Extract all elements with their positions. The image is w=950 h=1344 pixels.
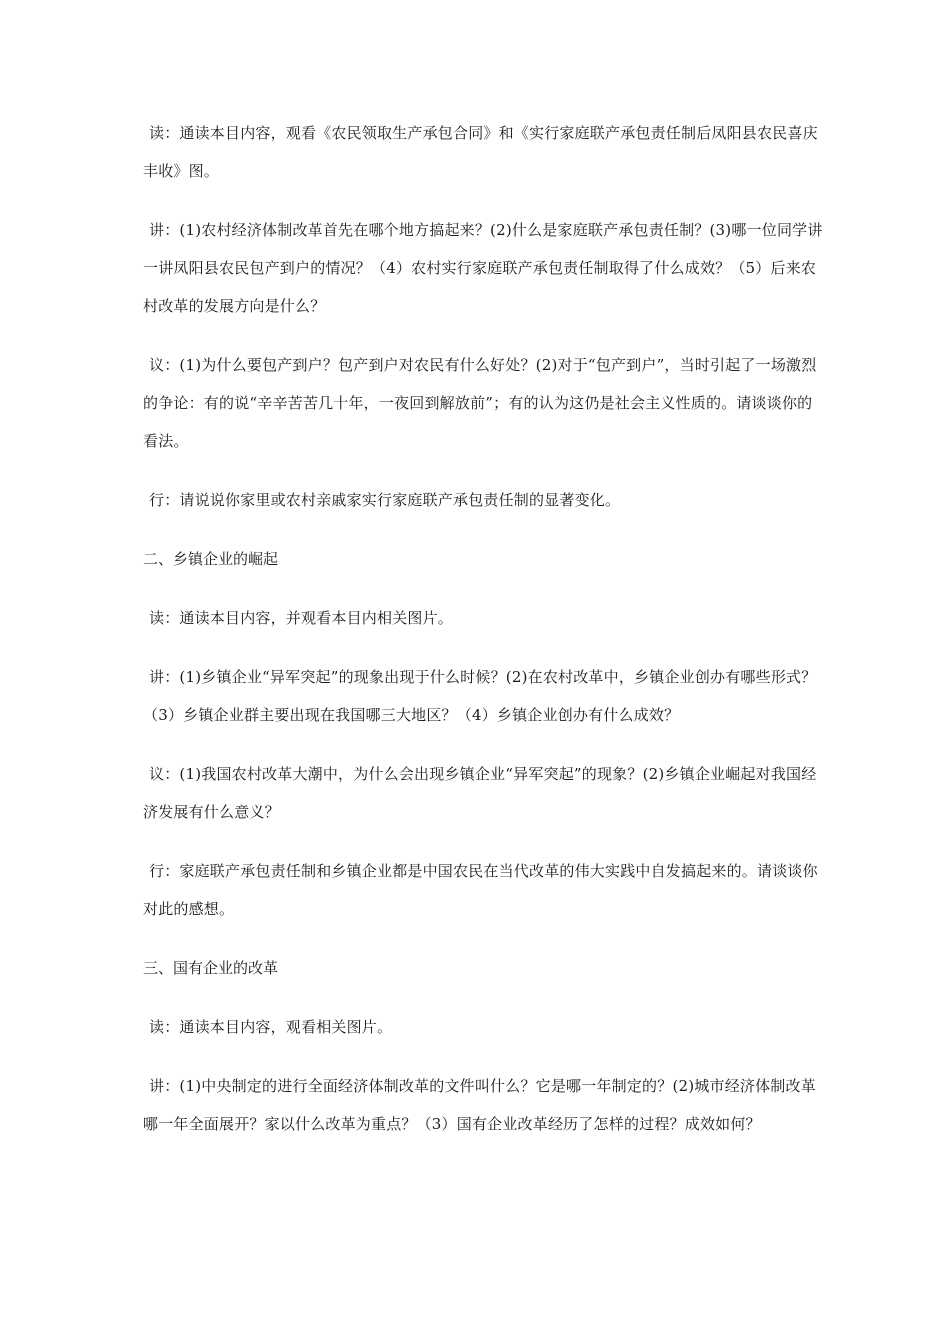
heading-text: 三、国有企业的改革 xyxy=(143,959,279,977)
paragraph-speak-2 xyxy=(143,658,823,734)
heading-text: 二、乡镇企业的崛起 xyxy=(143,550,279,568)
paragraph-text: 行：家庭联产承包责任制和乡镇企业都是中国农民在当代改革的伟大实践中自发搞起来的。请谈谈你对此的感想。 xyxy=(143,862,818,918)
paragraph-read-1 xyxy=(143,114,823,190)
paragraph-text: 读：通读本目内容，观看相关图片。 xyxy=(149,1018,393,1036)
paragraph-speak-3 xyxy=(143,1067,823,1143)
document-page xyxy=(143,114,823,1164)
paragraph-text: 议：(1)为什么要包产到户？包产到户对农民有什么好处？(2)对于“包产到户”，当时引起了一场激烈的争论：有的说“辛辛苦苦几十年，一夜回到解放前”；有的认为这仍是社会主义性质的。请谈谈你的看法。 xyxy=(143,356,817,450)
paragraph-read-3 xyxy=(143,1008,823,1046)
paragraph-text: 行：请说说你家里或农村亲戚家实行家庭联产承包责任制的显著变化。 xyxy=(149,491,621,509)
paragraph-text: 议：(1)我国农村改革大潮中，为什么会出现乡镇企业“异军突起”的现象？(2)乡镇企业崛起对我国经济发展有什么意义？ xyxy=(143,765,817,821)
paragraph-text: 读：通读本目内容，观看《农民领取生产承包合同》和《实行家庭联产承包责任制后凤阳县农民喜庆丰收》图。 xyxy=(143,124,818,180)
paragraph-text: 讲：(1)乡镇企业“异军突起”的现象出现于什么时候？(2)在农村改革中，乡镇企业创办有哪些形式？（3）乡镇企业群主要出现在我国哪三大地区？（4）乡镇企业创办有什么成效？ xyxy=(143,668,817,724)
paragraph-speak-1 xyxy=(143,211,823,325)
paragraph-act-2 xyxy=(143,852,823,928)
paragraph-read-2 xyxy=(143,599,823,637)
paragraph-discuss-2 xyxy=(143,755,823,831)
paragraph-discuss-1 xyxy=(143,346,823,460)
paragraph-act-1 xyxy=(143,481,823,519)
paragraph-text: 讲：(1)农村经济体制改革首先在哪个地方搞起来？(2)什么是家庭联产承包责任制？(3)哪一位同学讲一讲凤阳县农民包产到户的情况？（4）农村实行家庭联产承包责任制取得了什么成效？（5）后来农村改革的发展方向是什么？ xyxy=(143,221,823,315)
section-heading-2 xyxy=(143,540,823,578)
paragraph-text: 讲：(1)中央制定的进行全面经济体制改革的文件叫什么？它是哪一年制定的？(2)城市经济体制改革哪一年全面展开？家以什么改革为重点？（3）国有企业改革经历了怎样的过程？成效如何？ xyxy=(143,1077,816,1133)
section-heading-3 xyxy=(143,949,823,987)
paragraph-text: 读：通读本目内容，并观看本目内相关图片。 xyxy=(149,609,454,627)
